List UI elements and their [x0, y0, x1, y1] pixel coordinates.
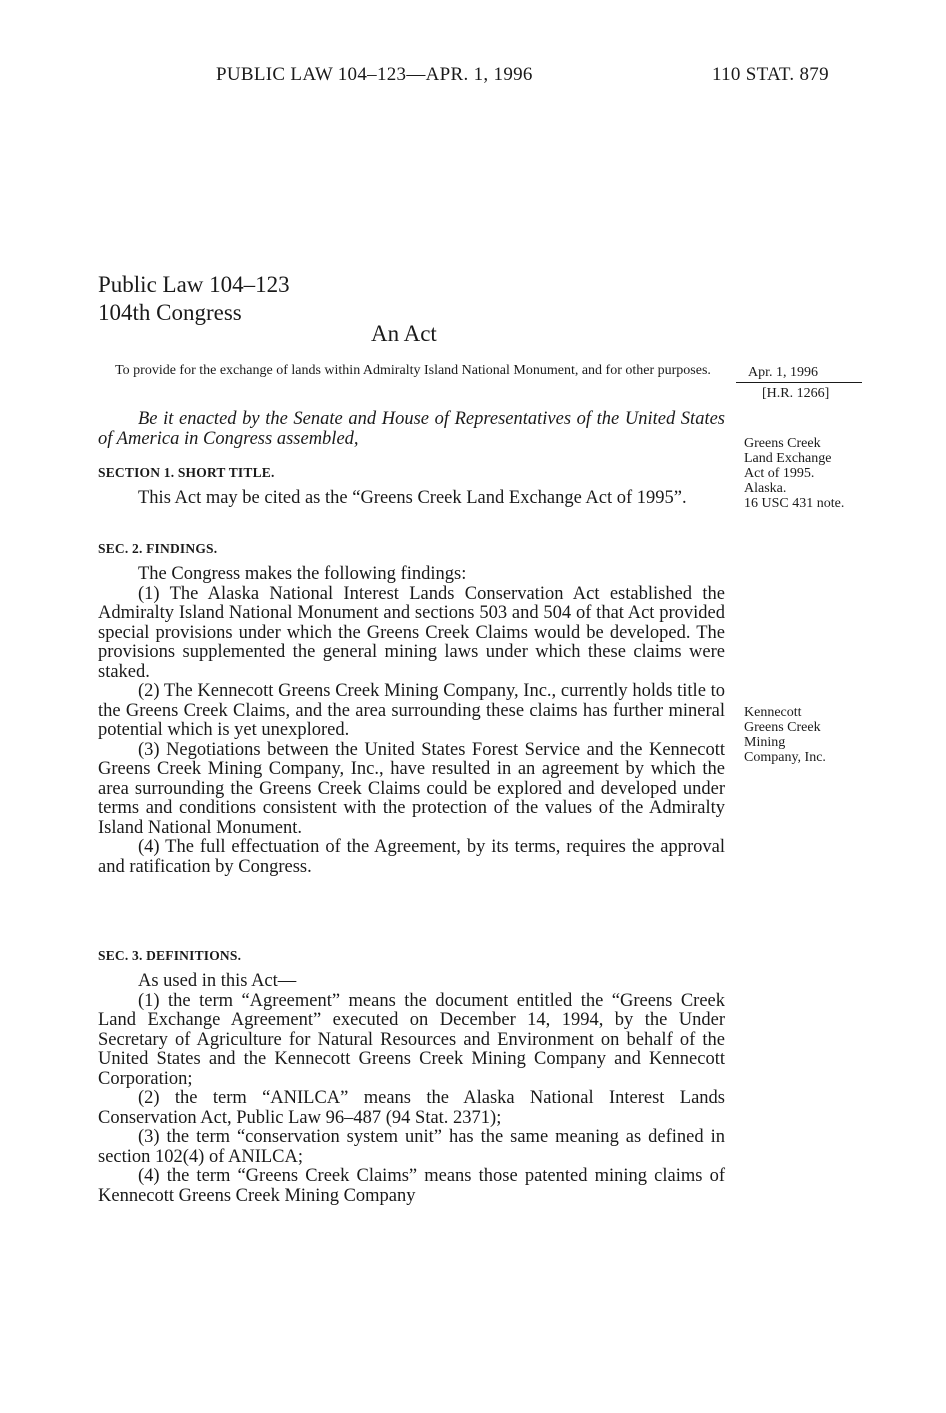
- act-heading: An Act: [371, 321, 437, 346]
- margin-note-line: 16 USC 431 note.: [744, 496, 845, 511]
- section-1-body: [98, 489, 725, 509]
- margin-note-line: Alaska.: [744, 481, 787, 496]
- margin-note-line: Company, Inc.: [744, 750, 826, 765]
- finding-item: (3) Negotiations between the United States Forest Service and the Kennecott Greens Creek Mining Company, Inc., have resulted in an agreement by which the area surrounding the Greens Creek Claims could be explored and developed under terms and conditions consistent with the protection of the values of the Admiralty Island National Monument.: [98, 739, 725, 838]
- definition-item: (4) the term “Greens Creek Claims” means those patented mining claims of Kennecott Greens Creek Mining Company: [98, 1166, 725, 1206]
- definition-item: (3) the term “conservation system unit” has the same meaning as defined in section 102(4) of ANILCA;: [98, 1127, 725, 1167]
- section-2-heading: SEC. 2. FINDINGS.: [98, 541, 218, 556]
- section-1-text: This Act may be cited as the “Greens Creek Land Exchange Act of 1995”.: [138, 488, 687, 508]
- section-3-body: [98, 972, 725, 1206]
- section-3-intro: As used in this Act—: [138, 971, 297, 991]
- margin-note-line: Act of 1995.: [744, 466, 815, 481]
- margin-note-line: Greens Creek: [744, 436, 821, 451]
- margin-note-company: [744, 705, 826, 765]
- margin-note-short-title: [744, 436, 844, 511]
- enacting-clause-text: Be it enacted by the Senate and House of Representatives of the United States of America in Congress assembled,: [98, 409, 725, 449]
- section-2-body: [98, 565, 725, 877]
- margin-note-line: Greens Creek: [744, 720, 821, 735]
- stat-page-number: 110 STAT. 879: [712, 64, 829, 85]
- section-3-heading: SEC. 3. DEFINITIONS.: [98, 948, 242, 963]
- definition-item: (1) the term “Agreement” means the document entitled the “Greens Creek Land Exchange Agreement” executed on December 14, 1994, by the Under Secretary of Agriculture for Natural Resources and Environment on behalf of the United States and the Kennecott Greens Creek Mining Company and Kennecott Corporation;: [98, 990, 725, 1089]
- finding-item: (2) The Kennecott Greens Creek Mining Company, Inc., currently holds title to the Greens Creek Claims, and the area surrounding these claims has further mineral potential which is yet unexplored.: [98, 681, 725, 740]
- enacting-clause: [98, 410, 725, 449]
- margin-note-line: Mining: [744, 735, 786, 750]
- definition-item: (2) the term “ANILCA” means the Alaska National Interest Lands Conservation Act, Public Law 96–487 (94 Stat. 2371);: [98, 1088, 725, 1128]
- section-1-heading: SECTION 1. SHORT TITLE.: [98, 465, 275, 480]
- section-2-intro: The Congress makes the following findings:: [138, 564, 467, 584]
- margin-divider: [736, 382, 862, 383]
- running-title: PUBLIC LAW 104–123—APR. 1, 1996: [216, 64, 533, 85]
- margin-note-line: Kennecott: [744, 705, 802, 720]
- finding-item: (4) The full effectuation of the Agreement, by its terms, requires the approval and ratification by Congress.: [98, 837, 725, 877]
- margin-date: Apr. 1, 1996: [748, 365, 818, 380]
- margin-note-line: Land Exchange: [744, 451, 832, 466]
- act-purpose: To provide for the exchange of lands within Admiralty Island National Monument, and for other purposes.: [115, 363, 711, 378]
- finding-item: (1) The Alaska National Interest Lands Conservation Act established the Admiralty Island National Monument and sections 503 and 504 of that Act provided special provisions under which the Greens Creek Claims would be developed. The provisions supplemented the general mining laws under which these claims were staked.: [98, 583, 725, 682]
- margin-bill-number: [H.R. 1266]: [762, 386, 830, 401]
- congress: 104th Congress: [98, 300, 242, 325]
- law-number: Public Law 104–123: [98, 272, 290, 297]
